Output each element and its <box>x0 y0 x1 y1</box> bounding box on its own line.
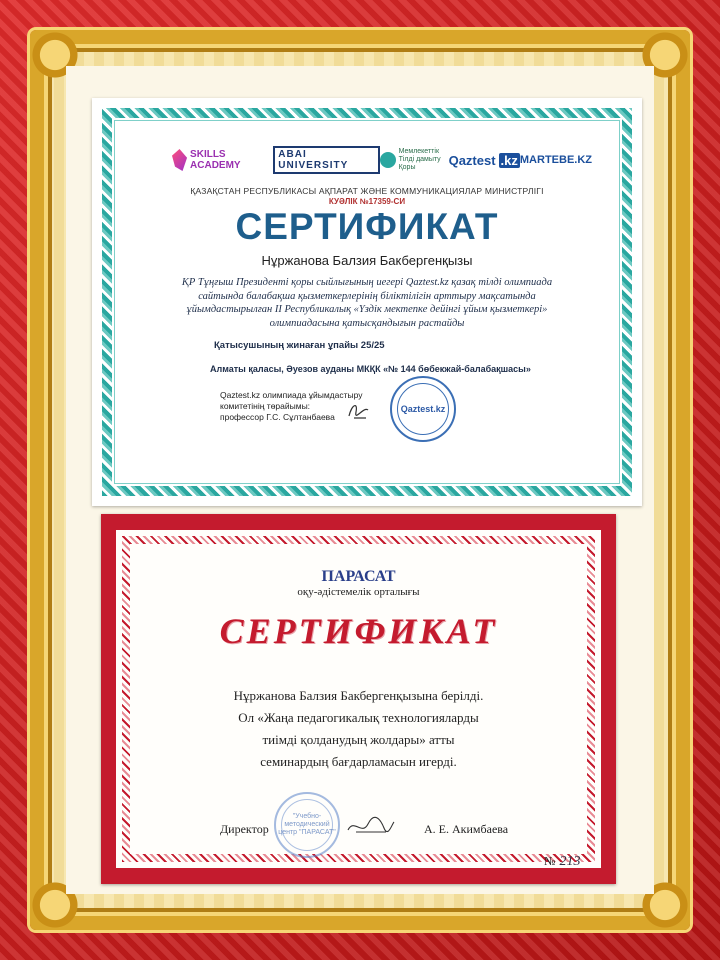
chair-line-1: Qaztest.kz олимпиада ұйымдастыру <box>220 390 363 400</box>
language-fund-logo-text: Мемлекеттік Тілді дамыту Қоры <box>398 148 441 171</box>
qaztest-logo <box>449 153 520 168</box>
certificate-number <box>544 854 580 870</box>
signer-name: А. Е. Акимбаева <box>424 822 509 836</box>
organization-subtitle: оқу-әдістемелік орталығы <box>297 586 420 598</box>
abai-university-logo <box>273 146 379 174</box>
license-number: КУӘЛІК №17359-СИ <box>328 197 406 206</box>
number-label: № <box>544 854 556 868</box>
signature-icon <box>346 814 396 840</box>
chair-line-3: профессор Г.С. Сұлтанбаева <box>220 412 335 422</box>
number-value: 213 <box>559 854 581 869</box>
skills-academy-logo <box>172 149 273 171</box>
award-line-4: семинардың бағдарламасын игерді. <box>260 754 457 769</box>
sponsor-logos <box>172 142 592 178</box>
language-fund-logo <box>380 148 449 172</box>
abai-university-logo-text: ABAI UNIVERSITY <box>278 149 349 171</box>
language-fund-mark-icon <box>380 152 396 168</box>
stamp-text: "Учебно-методический центр "ПАРАСАТ" <box>278 813 336 836</box>
award-line-3: тиімді қолданудың жолдары» атты <box>262 732 455 747</box>
award-line-2: Ол «Жаңа педагогикалық технологияларды <box>238 710 479 725</box>
award-line-1: Нұржанова Балзия Бакбергенқызына берілді. <box>233 688 484 703</box>
score-line: Қатысушының жинаған ұпайы 25/25 <box>214 340 385 351</box>
certificate-parasat <box>101 514 616 884</box>
recipient-name: Нұржанова Балзия Бакбергенқызы <box>261 253 473 268</box>
stamp-ring <box>281 799 333 851</box>
organization-name: ПАРАСАТ <box>321 568 396 585</box>
certificate-paper <box>116 530 601 868</box>
skills-academy-mark-icon <box>172 149 187 171</box>
qaztest-stamp <box>390 376 456 442</box>
parasat-stamp <box>274 792 340 858</box>
school-line: Алматы қаласы, Әуезов ауданы МКҚК «№ 144 бөбекжай-балабақшасы» <box>210 364 531 374</box>
director-label: Директор <box>220 822 269 836</box>
signature-icon <box>346 398 372 424</box>
certificate-title: СЕРТИФИКАТ <box>235 206 499 247</box>
qaztest-logo-text: Qaztest <box>448 152 496 168</box>
certificate-title: СЕРТИФИКАТ <box>219 611 498 651</box>
stamp-text: Qaztest.kz <box>400 404 446 414</box>
certificate-qaztest <box>92 98 642 506</box>
ministry-line: ҚАЗАҚСТАН РЕСПУБЛИКАСЫ АҚПАРАТ ЖӘНЕ КОММУНИКАЦИЯЛАР МИНИСТРЛІГІ <box>190 186 544 196</box>
certificate-body-text: ҚР Тұңғыш Президенті қоры сыйлығының иегері Qaztest.kz қазақ тілді олимпиада сайтында балабақша қызметкерлерінің біліктілігін арттыру мақсатында ұйымдастырылған II Республикалық «Үздік мектепке дейінгі ұйым қызметкері» олимпиадасына қатысқандығын растайды <box>181 277 553 329</box>
chair-line-2: комитетінің төрайымы: <box>220 401 311 411</box>
martebe-logo-text: MARTEBE.KZ <box>519 154 592 166</box>
qaztest-logo-kz: .kz <box>500 152 518 168</box>
martebe-logo <box>520 154 592 166</box>
skills-academy-logo-text: SKILLS ACADEMY <box>190 149 241 171</box>
